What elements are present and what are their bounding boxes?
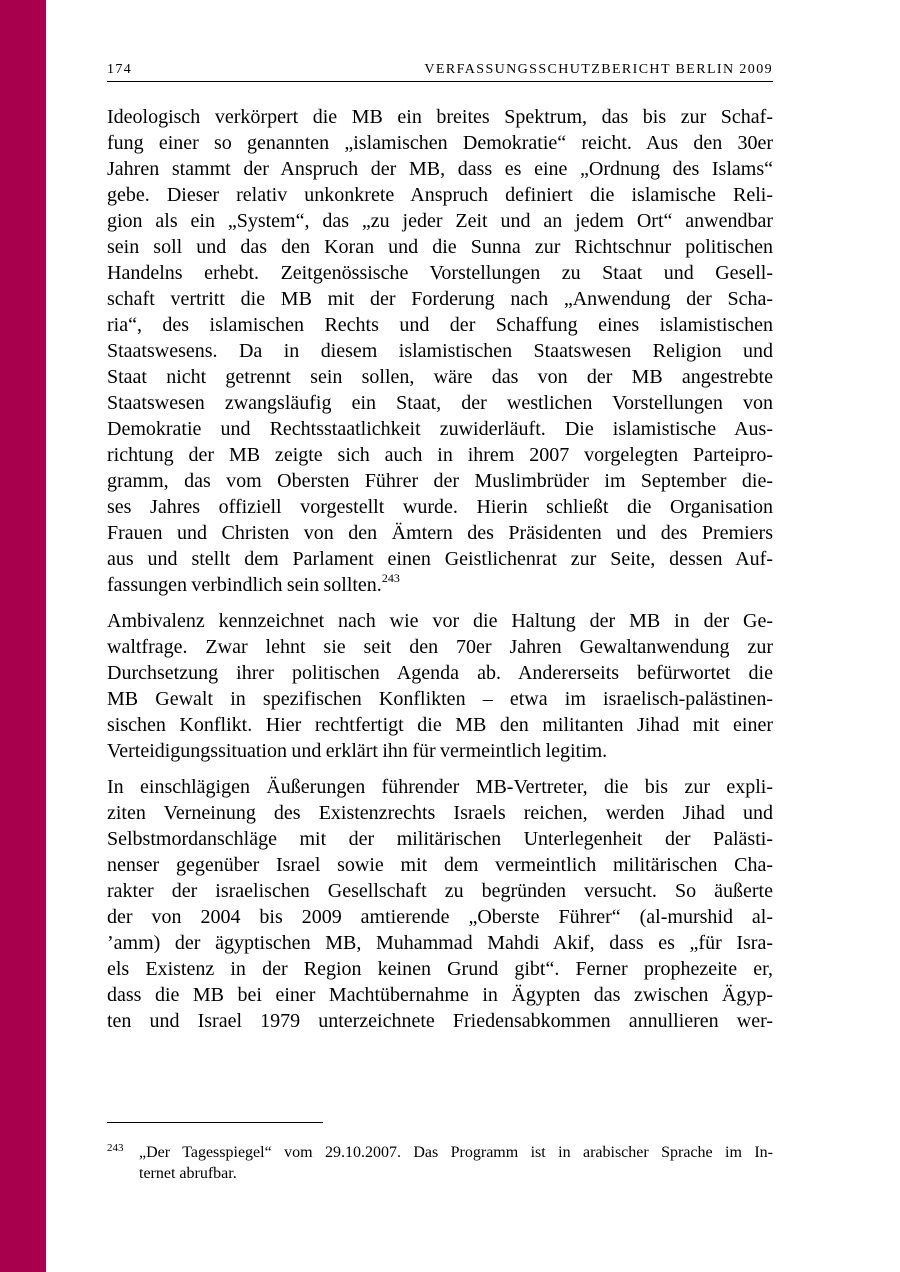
text-line-last: Verteidigungssituation und erklärt ihn für vermeintlich legitim. — [107, 740, 608, 762]
paragraph-1 — [107, 104, 773, 598]
footnote-text — [139, 1142, 773, 1184]
footnote — [107, 1142, 773, 1184]
text-line: gramm, das vom Obersten Führer der Muslimbrüder im September die- — [107, 470, 773, 492]
text-line: MB Gewalt in spezifischen Konflikten – etwa im israelisch-palästinen- — [107, 688, 773, 710]
text-line: ria“, des islamischen Rechts und der Schaffung eines islamistischen — [107, 314, 773, 336]
text-line: Demokratie und Rechtsstaatlichkeit zuwiderläuft. Die islamistische Aus- — [107, 418, 773, 440]
text-line: fung einer so genannten „islamischen Demokratie“ reicht. Aus den 30er — [107, 132, 773, 154]
text-line: Ambivalenz kennzeichnet nach wie vor die Haltung der MB in der Ge- — [107, 610, 773, 632]
text-line: Handelns erhebt. Zeitgenössische Vorstellungen zu Staat und Gesell- — [107, 262, 773, 284]
text-line: nenser gegenüber Israel sowie mit dem vermeintlich militärischen Cha- — [107, 854, 773, 876]
text-line: schaft vertritt die MB mit der Forderung nach „Anwendung der Scha- — [107, 288, 773, 310]
text-line: der von 2004 bis 2009 amtierende „Oberste Führer“ (al-murshid al- — [107, 906, 773, 928]
paragraph-3 — [107, 774, 773, 1034]
text-line-last — [107, 572, 773, 598]
text-line-content: fassungen verbindlich sein sollten. — [107, 574, 382, 596]
text-line: aus und stellt dem Parlament einen Geistlichenrat zur Seite, dessen Auf- — [107, 548, 773, 570]
side-color-bar — [0, 0, 46, 1272]
text-line: Durchsetzung ihrer politischen Agenda ab. Andererseits befürwortet die — [107, 662, 773, 684]
text-line: waltfrage. Zwar lehnt sie seit den 70er Jahren Gewaltanwendung zur — [107, 636, 773, 658]
text-line: Ideologisch verkörpert die MB ein breites Spektrum, das bis zur Schaf- — [107, 106, 773, 128]
text-line: Staatswesen zwangsläufig ein Staat, der westlichen Vorstellungen von — [107, 392, 773, 414]
text-line: sein soll und das den Koran und die Sunna zur Richtschnur politischen — [107, 236, 773, 258]
header-rule — [107, 81, 773, 82]
text-line: rakter der israelischen Gesellschaft zu begründen versucht. So äußerte — [107, 880, 773, 902]
text-line: Jahren stammt der Anspruch der MB, dass es eine „Ordnung des Islams“ — [107, 158, 773, 180]
footnote-line: ternet abrufbar. — [139, 1165, 237, 1182]
text-line: Selbstmordanschläge mit der militärischen Unterlegenheit der Palästi- — [107, 828, 773, 850]
text-line: Staatswesens. Da in diesem islamistischen Staatswesen Religion und — [107, 340, 773, 362]
text-line: ’amm) der ägyptischen MB, Muhammad Mahdi Akif, dass es „für Isra- — [107, 932, 773, 954]
text-line: els Existenz in der Region keinen Grund gibt“. Ferner prophezeite er, — [107, 958, 773, 980]
text-line: gebe. Dieser relativ unkonkrete Anspruch definiert die islamische Reli- — [107, 184, 773, 206]
paragraph-2 — [107, 608, 773, 764]
text-line: gion als ein „System“, das „zu jeder Zeit und an jedem Ort“ anwendbar — [107, 210, 773, 232]
text-line: ten und Israel 1979 unterzeichnete Friedensabkommen annullieren wer- — [107, 1010, 773, 1032]
text-line: dass die MB bei einer Machtübernahme in Ägypten das zwischen Ägyp- — [107, 984, 773, 1006]
text-line: Staat nicht getrennt sein sollen, wäre das von der MB angestrebte — [107, 366, 773, 388]
text-line: ses Jahres offiziell vorgestellt wurde. Hierin schließt die Organisation — [107, 496, 773, 518]
text-line: richtung der MB zeigte sich auch in ihrem 2007 vorgelegten Parteipro- — [107, 444, 773, 466]
text-line: sischen Konflikt. Hier rechtfertigt die MB den militanten Jihad mit einer — [107, 714, 773, 736]
page-number: 174 — [107, 62, 133, 77]
footnote-separator — [107, 1122, 323, 1123]
text-line: In einschlägigen Äußerungen führender MB-Vertreter, die bis zur expli- — [107, 776, 773, 798]
footnote-number: 243 — [107, 1142, 124, 1154]
body-text — [107, 104, 773, 1044]
text-line: ziten Verneinung des Existenzrechts Israels reichen, werden Jihad und — [107, 802, 773, 824]
footnote-reference[interactable]: 243 — [381, 571, 400, 585]
footnote-line: „Der Tagesspiegel“ vom 29.10.2007. Das Programm ist in arabischer Sprache im In- — [139, 1144, 773, 1161]
page-header — [107, 60, 773, 80]
text-line: Frauen und Christen von den Ämtern des Präsidenten und des Premiers — [107, 522, 773, 544]
running-title: VERFASSUNGSSCHUTZBERICHT BERLIN 2009 — [424, 62, 773, 77]
